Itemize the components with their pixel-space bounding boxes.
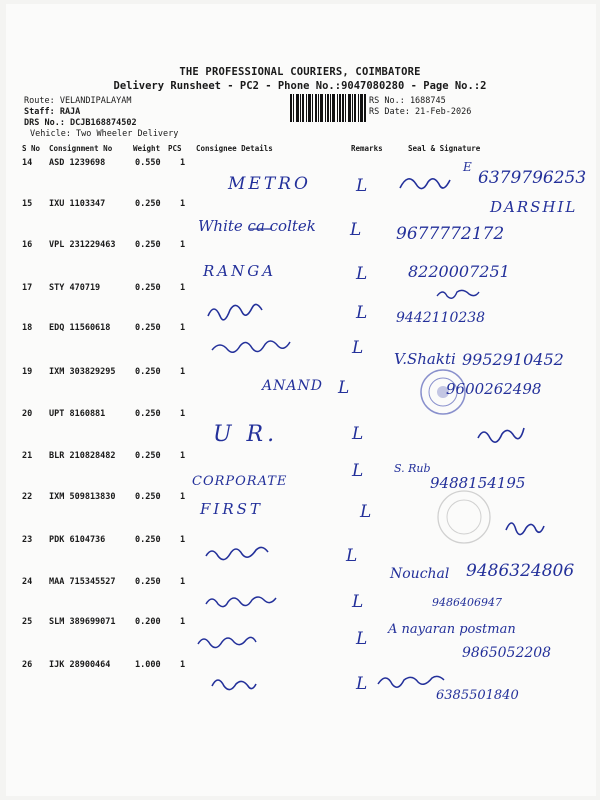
row-20-weight: 0.250 [135,409,161,419]
row-26-sno: 26 [22,660,33,670]
hw-phone2-row24: 9486406947 [432,596,502,609]
row-18-sno: 18 [22,323,33,333]
remark-mark-row17: L [356,303,368,323]
col-header-pcs: PCS [168,144,182,153]
signature-scribble-row17 [437,290,479,298]
row-17-sno: 17 [22,283,33,293]
remark-mark-row14: L [356,176,368,196]
signature-scribble-row14 [400,179,450,189]
row-19-consignment: IXM 303829295 [49,367,116,377]
hw-phone-row21: 9488154195 [430,474,526,492]
row-14-consignment: ASD 1239698 [49,158,106,168]
row-19-sno: 19 [22,367,33,377]
row-20-sno: 20 [22,409,33,419]
hw-consignee-row21: CORPORATE [192,474,288,489]
hw-phone-row26: 6385501840 [436,688,519,703]
row-18-weight: 0.250 [135,323,161,333]
row-22-pcs: 1 [180,492,186,502]
hw-phone2-row19: 9600262498 [446,380,542,398]
row-22-weight: 0.250 [135,492,161,502]
signature-scribble-row26 [378,676,444,687]
row-14-weight: 0.550 [135,158,161,168]
signature-scribble-row22 [506,523,544,535]
rs-date: RS Date: 21-Feb-2026 [369,107,472,117]
route-label: Route: VELANDIPALAYAM [24,96,132,106]
company-title: THE PROFESSIONAL COURIERS, COIMBATORE [179,66,421,78]
row-15-pcs: 1 [180,199,186,209]
row-18-pcs: 1 [180,323,186,333]
hw-name-row24: Nouchal [390,566,450,582]
col-header-consignment: Consignment No [49,144,113,153]
hw-phone-row17: 9442110238 [396,310,486,326]
row-22-sno: 22 [22,492,33,502]
row-24-pcs: 1 [180,577,186,587]
remark-mark-row19: L [338,378,350,398]
remark-mark-row18: L [352,338,364,358]
row-16-weight: 0.250 [135,240,161,250]
hw-phone-row15: 9677772172 [396,224,505,244]
consignee-scribble-row24 [206,597,276,607]
row-14-sno: 14 [22,158,33,168]
consignee-scribble-row23 [206,547,268,559]
row-17-weight: 0.250 [135,283,161,293]
row-15-consignment: IXU 1103347 [49,199,106,209]
row-20-consignment: UPT 8160881 [49,409,106,419]
row-26-weight: 1.000 [135,660,161,670]
row-16-pcs: 1 [180,240,186,250]
row-15-sno: 15 [22,199,33,209]
hw-mark-row14: E [463,160,472,174]
row-23-consignment: PDK 6104736 [49,535,106,545]
hw-consignee-row19: ANAND [262,378,323,394]
vehicle-label: Vehicle: Two Wheeler Delivery [30,129,179,139]
row-19-weight: 0.250 [135,367,161,377]
hw-consignee-row14: METRO [228,174,311,194]
hw-phone-row16: 8220007251 [408,262,510,281]
row-17-pcs: 1 [180,283,186,293]
consignee-scribble-row17 [208,304,262,319]
row-21-sno: 21 [22,451,33,461]
row-21-consignment: BLR 210828482 [49,451,116,461]
row-15-weight: 0.250 [135,199,161,209]
remark-mark-row20: L [352,424,364,444]
drs-number: DRS No.: DCJB168874502 [24,118,137,128]
hw-initial-row21: S. Rub [394,462,431,475]
rs-number: RS No.: 1688745 [369,96,446,106]
row-14-pcs: 1 [180,158,186,168]
col-header-consignee: Consignee Details [196,144,273,153]
row-23-weight: 0.250 [135,535,161,545]
col-header-sno: S No [22,144,41,153]
hw-consignee-row15: White ca coltek [198,217,316,235]
row-25-sno: 25 [22,617,33,627]
row-23-sno: 23 [22,535,33,545]
row-16-sno: 16 [22,240,33,250]
col-header-weight: Weight [133,144,161,153]
remark-mark-row25: L [356,629,368,649]
staff-label: Staff: RAJA [24,107,81,117]
row-17-consignment: STY 470719 [49,283,101,293]
remark-mark-row15: L [350,220,362,240]
hw-name-row25: A nayaran postman [388,622,516,637]
hw-phone-row14: 6379796253 [478,168,587,188]
col-header-remarks: Remarks [351,144,383,153]
hw-consignee-row16: RANGA [203,262,277,280]
remark-mark-row26: L [356,674,368,694]
col-header-seal: Seal & Signature [408,144,481,153]
consignee-scribble-row25 [198,637,256,647]
row-26-consignment: IJK 28900464 [49,660,111,670]
hw-phone-row19: 9952910452 [462,350,564,369]
consignee-scribble-row18 [212,341,290,352]
row-24-weight: 0.250 [135,577,161,587]
row-20-pcs: 1 [180,409,186,419]
row-25-pcs: 1 [180,617,186,627]
row-21-weight: 0.250 [135,451,161,461]
signature-scribble-row20 [478,428,524,442]
row-25-consignment: SLM 389699071 [49,617,116,627]
remark-mark-row24: L [352,592,364,612]
row-24-consignment: MAA 715345527 [49,577,116,587]
row-24-sno: 24 [22,577,33,587]
row-18-consignment: EDQ 11560618 [49,323,111,333]
row-21-pcs: 1 [180,451,186,461]
remark-mark-row21: L [352,461,364,481]
hw-phone-row24: 9486324806 [466,561,575,581]
row-22-consignment: IXM 509813830 [49,492,116,502]
hw-phone-row25: 9865052208 [462,645,552,661]
runsheet-subtitle: Delivery Runsheet - PC2 - Phone No.:9047080280 - Page No.:2 [113,80,487,92]
hw-consignee-row22: FIRST [200,500,263,518]
hw-name-row15: DARSHIL [490,198,578,216]
row-16-consignment: VPL 231229463 [49,240,116,250]
remark-mark-row22: L [360,502,372,522]
round-stamp-faded [438,491,490,543]
hw-sig-row19: V.Shakti [394,350,456,368]
row-19-pcs: 1 [180,367,186,377]
remark-mark-row16: L [356,264,368,284]
consignee-scribble-row26 [212,680,256,690]
row-23-pcs: 1 [180,535,186,545]
hw-consignee-row20: U R. [213,422,279,447]
row-26-pcs: 1 [180,660,186,670]
row-25-weight: 0.200 [135,617,161,627]
remark-mark-row23: L [346,546,358,566]
